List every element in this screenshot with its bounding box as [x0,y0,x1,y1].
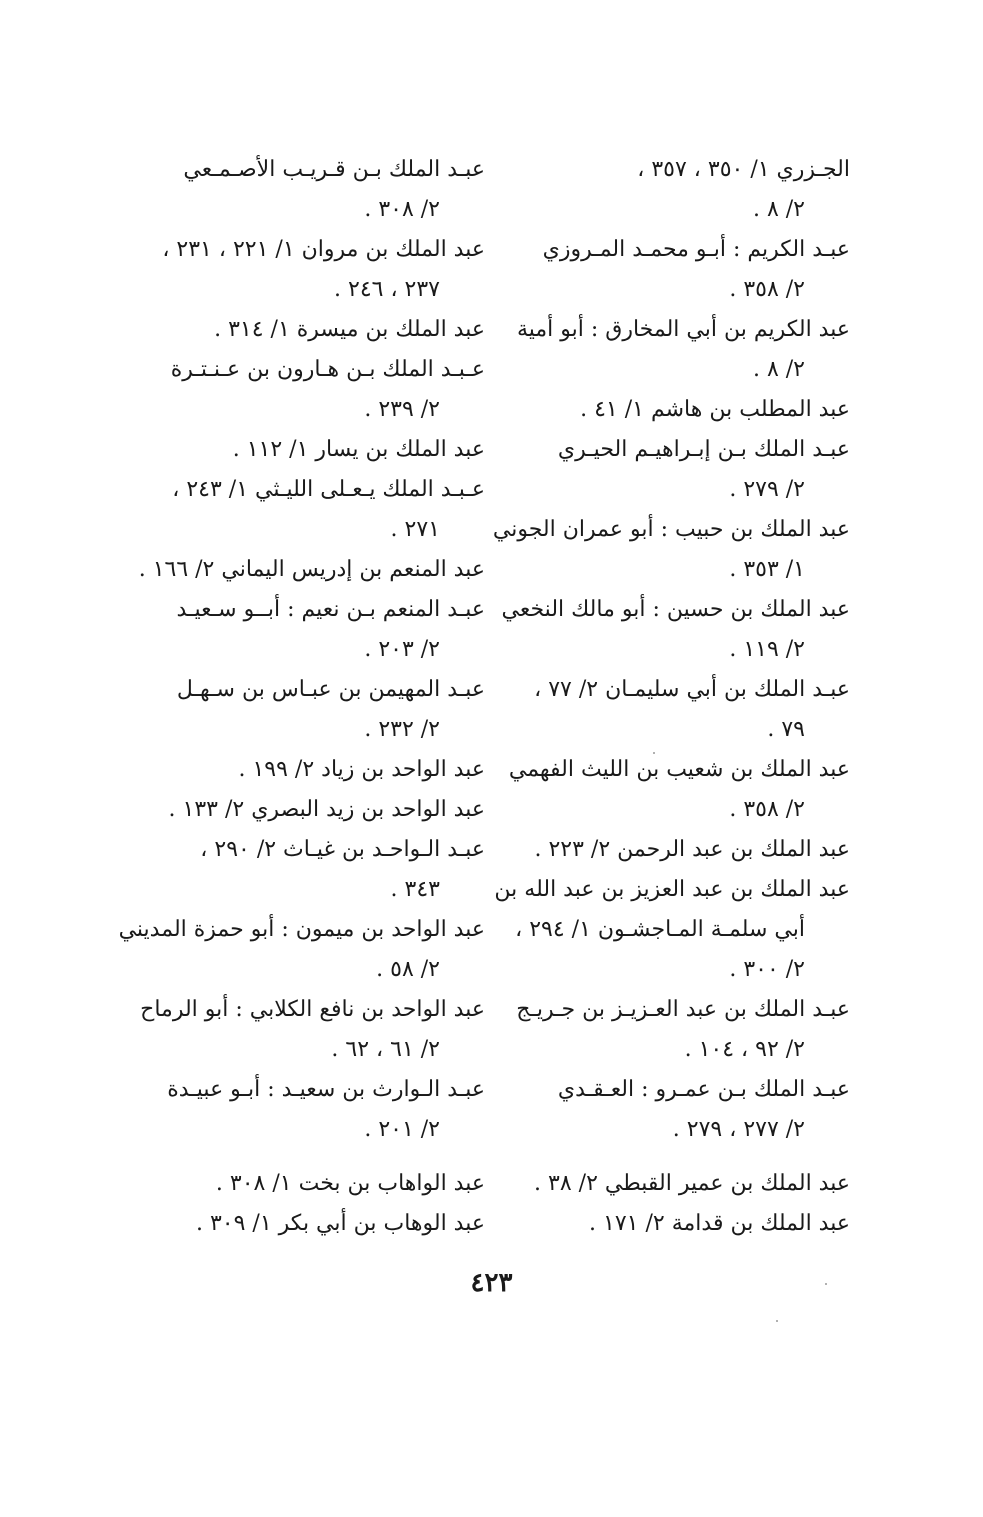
index-entry-refs: ٢/ ١١٩ . [729,637,805,662]
index-entry-name: عبد الوهاب بن أبي بكر ١/ ٣٠٩ . [195,1211,485,1236]
section-gap [130,1150,485,1164]
index-entry [500,390,850,430]
index-entry-refs: ٢/ ٣٥٨ . [729,797,805,822]
index-entry-name: عبـد الملك بن عبد العـزيـز بن جـريـج [516,997,850,1022]
scan-speck [825,1283,827,1285]
index-entry-name: عـبـد الملك بـن هـارون بن عـنـتـرة [170,357,485,382]
index-entry-name: عبد الواحد بن زيد البصري ٢/ ١٣٣ . [168,797,485,822]
index-entry-name: عبد الملك بن حبيب : أبو عمران الجوني [492,517,850,542]
index-entry [500,1204,850,1244]
index-entry-name: عبد المنعم بن إدريس اليماني ٢/ ١٦٦ . [138,557,485,582]
index-entry [118,910,485,990]
index-entry-refs: ٢/ ٢٧٩ . [729,477,805,502]
index-entry [500,670,850,750]
index-entry-name: عبـد الـواحـد بن غيـاث ٢/ ٢٩٠ ، [200,837,485,862]
index-entry [500,750,850,830]
page-number: ٤٢٣ [470,1268,513,1298]
index-entry-name: عبد الواحد بن ميمون : أبو حمزة المديني [118,917,485,942]
index-entry-refs: ٢٣٧ ، ٢٤٦ . [334,277,440,302]
index-entry-refs: ٧٩ . [767,717,805,742]
index-entry-name: عبد المطلب بن هاشم ١/ ٤١ . [580,397,850,422]
index-entry [130,990,485,1070]
index-entry [492,510,850,590]
index-entry-name: عبد الواحد بن نافع الكلابي : أبو الرماح [140,997,485,1022]
index-entry [500,990,850,1070]
index-entry-name: الجـزري ١/ ٣٥٠ ، ٣٥٧ ، [637,157,850,182]
index-entry-name: عبـد الكريم : أبـو محمـد المـروزي [542,237,850,262]
index-entry-name: عبـد الملك بـن عمـرو : العـقـدي [557,1077,850,1102]
index-entry [500,1164,850,1204]
index-entry [130,1204,485,1244]
index-entry-refs: ٢/ ٣٠٨ . [364,197,440,222]
index-entry [500,230,850,310]
index-entry [130,830,485,910]
index-entry [500,950,850,990]
index-entry [130,310,485,350]
index-entry [130,1164,485,1204]
index-entry [500,150,850,230]
index-entry [500,310,850,390]
index-entry-refs: ٢/ ٦١ ، ٦٢ . [331,1037,440,1062]
index-entry [130,590,485,670]
index-entry-name: عبـد المنعم بـن نعيم : أبــو سـعيـد [176,597,485,622]
index-entry-refs: ٢/ ٣٥٨ . [729,277,805,302]
index-entry-name: عـبـد الملك يـعـلى الليـثي ١/ ٢٤٣ ، [172,477,485,502]
index-entry [500,1070,850,1150]
index-entry-refs: ٢/ ٢٧٧ ، ٢٧٩ . [672,1117,805,1142]
index-entry-refs: ٢/ ٥٨ . [376,957,440,982]
index-entry-refs: ٢٧١ . [390,517,440,542]
index-entry-name: عبـد الملك بن أبي سليمـان ٢/ ٧٧ ، [534,677,850,702]
index-column-right [492,150,850,1244]
index-entry [500,430,850,510]
index-entry-name: عبد الملك بن مروان ١/ ٢٢١ ، ٢٣١ ، [162,237,485,262]
index-entry-name: ٢/ ٣٠٠ . [729,957,805,982]
index-entry-name: عبد الكريم بن أبي المخارق : أبو أمية [516,317,850,342]
index-entry-name: عبد الملك بن عبد العزيز بن عبد الله بن [494,877,850,902]
index-entry-name: عبد الواحد بن زياد ٢/ ١٩٩ . [238,757,485,782]
index-entry-name: عبد الملك بن عبد الرحمن ٢/ ٢٢٣ . [534,837,850,862]
index-entry-refs: ٣٤٣ . [390,877,440,902]
index-entry [130,670,485,750]
index-entry-name: عبـد الملك بـن إبـراهيـم الحيـري [557,437,850,462]
index-entry [130,550,485,590]
index-entry [500,590,850,670]
index-entry [130,470,485,550]
scan-speck [776,1320,778,1322]
index-entry-name: عبـد المهيمن بن عبـاس بن سـهـل [176,677,485,702]
index-entry-name: عبـد الملك بـن قـريـب الأصـمـعي [183,157,485,182]
index-entry-name: عبد الواهاب بن بخت ١/ ٣٠٨ . [215,1171,485,1196]
index-entry-name: عبد الملك بن قدامة ٢/ ١٧١ . [589,1211,850,1236]
index-entry [500,830,850,870]
index-entry [130,350,485,430]
index-entry [130,750,485,790]
index-entry-refs: ٢/ ٨ . [752,197,805,222]
index-entry [494,870,850,950]
index-column-left [118,150,485,1244]
section-gap [500,1150,850,1164]
index-entry-name: عبـد الـوارث بن سعيـد : أبـو عبيـدة [167,1077,485,1102]
index-entry [130,150,485,230]
index-entry-refs: ٢/ ٢٠٣ . [364,637,440,662]
index-entry [130,430,485,470]
index-entry [130,790,485,830]
index-entry [130,230,485,310]
index-entry-name: عبد الملك بن عمير القبطي ٢/ ٣٨ . [534,1171,850,1196]
index-entry-name: عبد الملك بن حسين : أبو مالك النخعي [501,597,850,622]
index-entry [130,1070,485,1150]
index-entry-name: عبد الملك بن شعيب بن الليث الفهمي [508,757,850,782]
index-entry-refs: ٢/ ٢٣٢ . [364,717,440,742]
index-entry-refs: ١/ ٣٥٣ . [729,557,805,582]
index-entry-refs: ٢/ ٨ . [752,357,805,382]
index-entry-refs: ٢/ ٢٠١ . [364,1117,440,1142]
index-entry-name: عبد الملك بن يسار ١/ ١١٢ . [232,437,485,462]
index-entry-refs: ٢/ ٢٣٩ . [364,397,440,422]
index-entry-refs: ٢/ ٩٢ ، ١٠٤ . [684,1037,805,1062]
index-entry-name: عبد الملك بن ميسرة ١/ ٣١٤ . [214,317,485,342]
index-entry-refs: أبي سلمـة المـاجشـون ١/ ٢٩٤ ، [515,917,805,942]
scan-speck [653,752,655,754]
